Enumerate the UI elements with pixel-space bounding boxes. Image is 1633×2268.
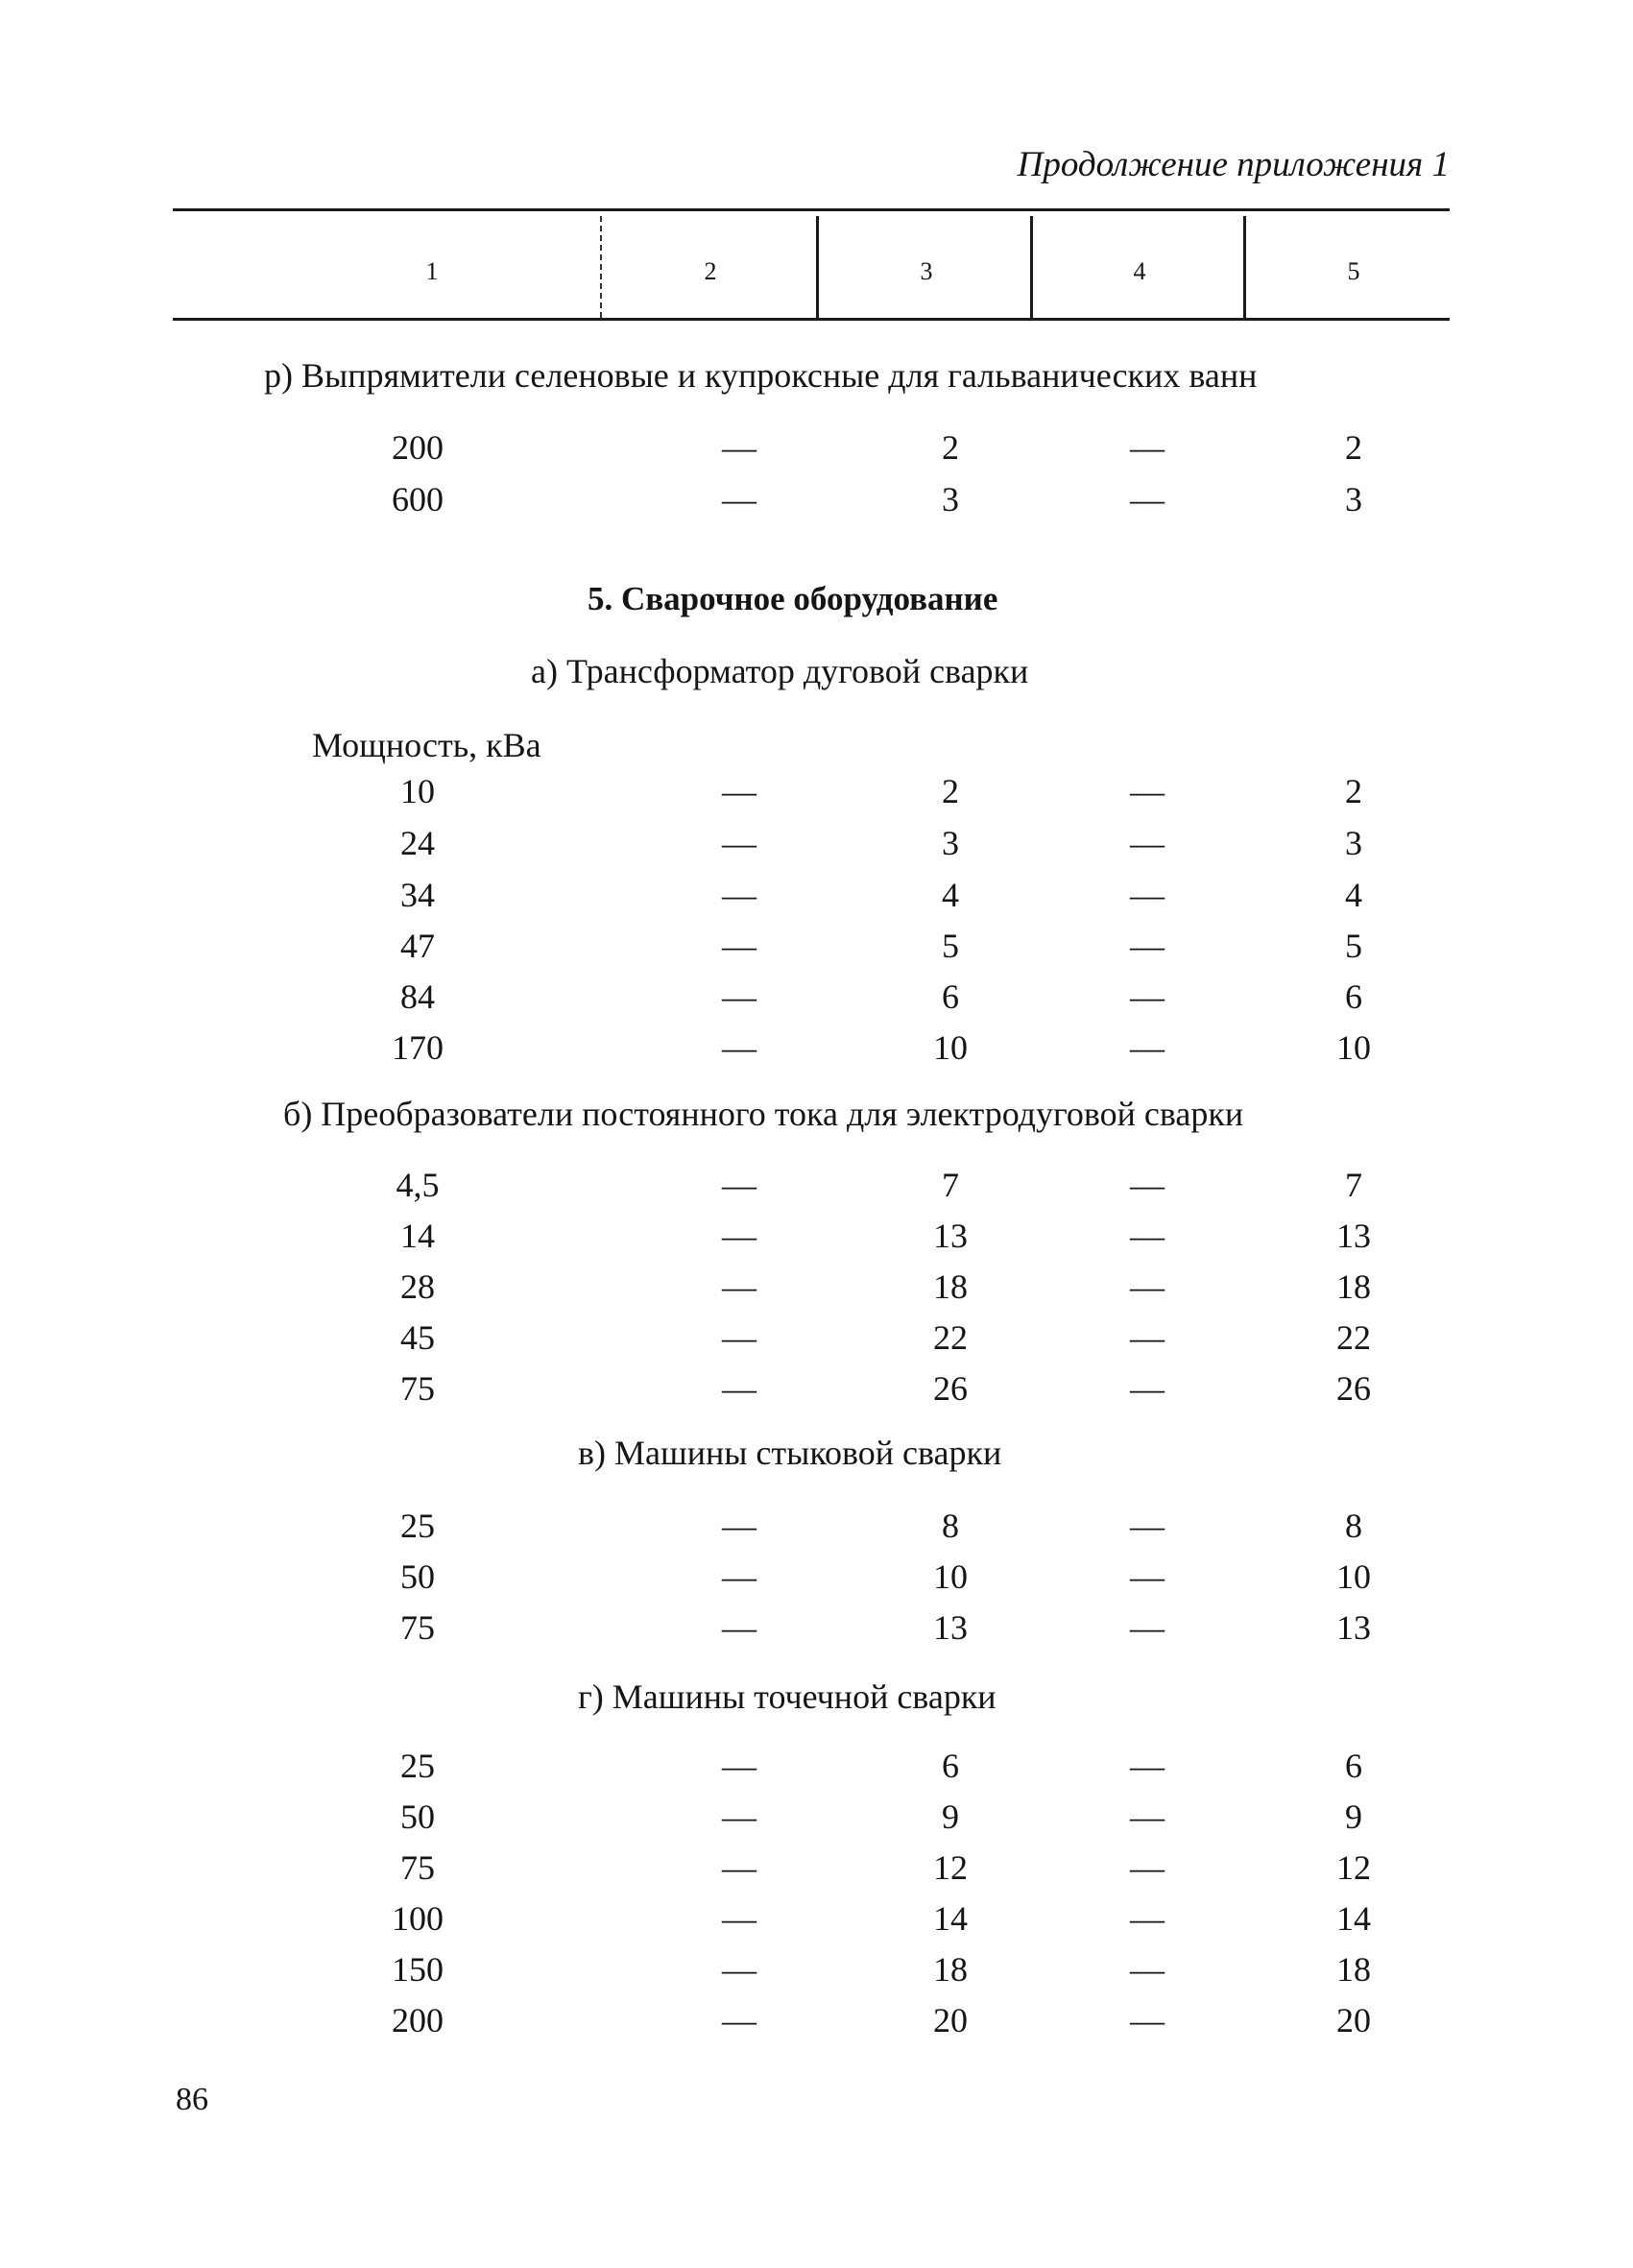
cell-value: 7 bbox=[1345, 1166, 1362, 1204]
table-row bbox=[0, 1216, 1633, 1266]
cell-dash: — bbox=[1130, 1507, 1165, 1545]
cell-value: 5 bbox=[1345, 927, 1362, 965]
subsection-title: г) Машины точечной сварки bbox=[578, 1677, 997, 1716]
column-number-5: 5 bbox=[1347, 257, 1360, 285]
table-row bbox=[0, 427, 1633, 477]
table-row bbox=[0, 926, 1633, 976]
cell-dash: — bbox=[722, 1747, 756, 1785]
cell-value: 12 bbox=[1336, 1848, 1371, 1887]
column-separator bbox=[1030, 216, 1033, 318]
column-number-1: 1 bbox=[425, 257, 439, 285]
cell-dash: — bbox=[722, 428, 756, 467]
cell-dash: — bbox=[1130, 1166, 1165, 1204]
cell-dash: — bbox=[1130, 1217, 1165, 1255]
cell-dash: — bbox=[722, 480, 756, 519]
column-separator bbox=[816, 216, 819, 318]
power-value: 14 bbox=[400, 1217, 435, 1255]
section-heading: 5. Сварочное оборудование bbox=[588, 580, 998, 617]
cell-value: 13 bbox=[933, 1217, 968, 1255]
power-value: 170 bbox=[392, 1028, 444, 1067]
cell-value: 4 bbox=[1345, 876, 1362, 914]
power-value: 200 bbox=[392, 2001, 444, 2039]
column-separator bbox=[600, 216, 602, 318]
cell-dash: — bbox=[722, 1028, 756, 1067]
table-row bbox=[0, 1898, 1633, 1948]
cell-value: 6 bbox=[942, 1747, 959, 1785]
cell-value: 6 bbox=[1345, 1747, 1362, 1785]
cell-dash: — bbox=[1130, 1318, 1165, 1357]
cell-dash: — bbox=[1130, 2001, 1165, 2039]
power-value: 200 bbox=[392, 428, 444, 467]
cell-value: 3 bbox=[942, 824, 959, 862]
column-number-2: 2 bbox=[704, 257, 717, 285]
cell-dash: — bbox=[722, 2001, 756, 2039]
cell-value: 18 bbox=[1336, 1950, 1371, 1989]
cell-value: 13 bbox=[1336, 1217, 1371, 1255]
cell-dash: — bbox=[1130, 1798, 1165, 1836]
cell-dash: — bbox=[1130, 876, 1165, 914]
cell-dash: — bbox=[722, 1557, 756, 1596]
running-heading: Продолжение приложения 1 bbox=[1017, 145, 1450, 184]
cell-dash: — bbox=[1130, 927, 1165, 965]
cell-dash: — bbox=[722, 1950, 756, 1989]
cell-value: 6 bbox=[1345, 977, 1362, 1016]
power-value: 75 bbox=[400, 1848, 435, 1887]
table-row bbox=[0, 1746, 1633, 1796]
cell-value: 2 bbox=[1345, 772, 1362, 810]
cell-dash: — bbox=[722, 1369, 756, 1408]
power-value: 24 bbox=[400, 824, 435, 862]
column-number-3: 3 bbox=[920, 257, 933, 285]
cell-dash: — bbox=[722, 772, 756, 810]
table-header-top-rule bbox=[173, 208, 1450, 211]
column-separator bbox=[1243, 216, 1246, 318]
cell-dash: — bbox=[1130, 1950, 1165, 1989]
cell-dash: — bbox=[722, 1166, 756, 1204]
cell-value: 10 bbox=[933, 1557, 968, 1596]
table-row bbox=[0, 875, 1633, 925]
cell-dash: — bbox=[722, 927, 756, 965]
cell-value: 14 bbox=[933, 1899, 968, 1938]
table-row bbox=[0, 1949, 1633, 1999]
cell-dash: — bbox=[1130, 428, 1165, 467]
power-value: 84 bbox=[400, 977, 435, 1016]
cell-value: 3 bbox=[1345, 824, 1362, 862]
cell-value: 12 bbox=[933, 1848, 968, 1887]
cell-dash: — bbox=[722, 1318, 756, 1357]
cell-value: 4 bbox=[942, 876, 959, 914]
cell-value: 13 bbox=[1336, 1608, 1371, 1647]
cell-dash: — bbox=[722, 1217, 756, 1255]
power-value: 10 bbox=[400, 772, 435, 810]
cell-value: 2 bbox=[942, 772, 959, 810]
table-row bbox=[0, 1506, 1633, 1556]
power-value: 50 bbox=[400, 1798, 435, 1836]
cell-dash: — bbox=[722, 876, 756, 914]
cell-dash: — bbox=[1130, 1369, 1165, 1408]
cell-dash: — bbox=[1130, 1028, 1165, 1067]
cell-value: 20 bbox=[1336, 2001, 1371, 2039]
cell-dash: — bbox=[722, 1798, 756, 1836]
power-value: 150 bbox=[392, 1950, 444, 1989]
cell-value: 26 bbox=[933, 1369, 968, 1408]
cell-dash: — bbox=[722, 1608, 756, 1647]
cell-value: 5 bbox=[942, 927, 959, 965]
cell-value: 13 bbox=[933, 1608, 968, 1647]
cell-value: 2 bbox=[1345, 428, 1362, 467]
cell-value: 9 bbox=[942, 1798, 959, 1836]
cell-value: 9 bbox=[1345, 1798, 1362, 1836]
cell-value: 8 bbox=[942, 1507, 959, 1545]
column-number-4: 4 bbox=[1133, 257, 1146, 285]
cell-value: 18 bbox=[933, 1267, 968, 1306]
cell-dash: — bbox=[1130, 1747, 1165, 1785]
cell-value: 3 bbox=[1345, 480, 1362, 519]
page-number: 86 bbox=[176, 2082, 208, 2117]
cell-value: 6 bbox=[942, 977, 959, 1016]
power-value: 600 bbox=[392, 480, 444, 519]
cell-value: 14 bbox=[1336, 1899, 1371, 1938]
power-value: 34 bbox=[400, 876, 435, 914]
table-row bbox=[0, 977, 1633, 1026]
power-value: 75 bbox=[400, 1608, 435, 1647]
cell-value: 3 bbox=[942, 480, 959, 519]
cell-value: 22 bbox=[933, 1318, 968, 1357]
cell-value: 7 bbox=[942, 1166, 959, 1204]
cell-value: 2 bbox=[942, 428, 959, 467]
power-value: 25 bbox=[400, 1507, 435, 1545]
subsection-title: б) Преобразователи постоянного тока для электродуговой сварки bbox=[283, 1095, 1244, 1133]
power-value: 4,5 bbox=[396, 1166, 440, 1204]
cell-dash: — bbox=[1130, 772, 1165, 810]
table-row bbox=[0, 1368, 1633, 1418]
table-row bbox=[0, 1317, 1633, 1367]
power-value: 28 bbox=[400, 1267, 435, 1306]
cell-dash: — bbox=[722, 1899, 756, 1938]
power-column-label: Мощность, кВа bbox=[312, 726, 541, 764]
cell-dash: — bbox=[1130, 977, 1165, 1016]
table-row bbox=[0, 1847, 1633, 1897]
cell-dash: — bbox=[1130, 1557, 1165, 1596]
cell-dash: — bbox=[722, 824, 756, 862]
cell-dash: — bbox=[722, 977, 756, 1016]
cell-value: 26 bbox=[1336, 1369, 1371, 1408]
cell-value: 18 bbox=[933, 1950, 968, 1989]
cell-dash: — bbox=[1130, 1848, 1165, 1887]
power-value: 50 bbox=[400, 1557, 435, 1596]
power-value: 25 bbox=[400, 1747, 435, 1785]
cell-dash: — bbox=[1130, 480, 1165, 519]
table-row bbox=[0, 1556, 1633, 1606]
table-row bbox=[0, 1607, 1633, 1657]
subsection-title: в) Машины стыковой сварки bbox=[578, 1434, 1002, 1472]
power-value: 75 bbox=[400, 1369, 435, 1408]
cell-dash: — bbox=[1130, 1608, 1165, 1647]
table-row bbox=[0, 1165, 1633, 1215]
cell-dash: — bbox=[722, 1848, 756, 1887]
table-header-bottom-rule bbox=[173, 318, 1450, 321]
cell-value: 18 bbox=[1336, 1267, 1371, 1306]
table-row bbox=[0, 2000, 1633, 2050]
table-row bbox=[0, 1267, 1633, 1316]
cell-value: 22 bbox=[1336, 1318, 1371, 1357]
subsection-title: р) Выпрямители селеновые и купроксные для гальванических ванн bbox=[264, 356, 1258, 395]
cell-value: 10 bbox=[1336, 1028, 1371, 1067]
cell-value: 8 bbox=[1345, 1507, 1362, 1545]
cell-dash: — bbox=[1130, 824, 1165, 862]
table-row bbox=[0, 479, 1633, 529]
power-value: 47 bbox=[400, 927, 435, 965]
power-value: 45 bbox=[400, 1318, 435, 1357]
cell-value: 10 bbox=[1336, 1557, 1371, 1596]
cell-dash: — bbox=[1130, 1899, 1165, 1938]
power-value: 100 bbox=[392, 1899, 444, 1938]
cell-dash: — bbox=[1130, 1267, 1165, 1306]
subsection-title: а) Трансформатор дуговой сварки bbox=[531, 652, 1029, 690]
table-row bbox=[0, 1027, 1633, 1077]
table-row bbox=[0, 823, 1633, 873]
cell-value: 20 bbox=[933, 2001, 968, 2039]
table-row bbox=[0, 1797, 1633, 1846]
cell-dash: — bbox=[722, 1267, 756, 1306]
table-row bbox=[0, 771, 1633, 821]
cell-dash: — bbox=[722, 1507, 756, 1545]
cell-value: 10 bbox=[933, 1028, 968, 1067]
